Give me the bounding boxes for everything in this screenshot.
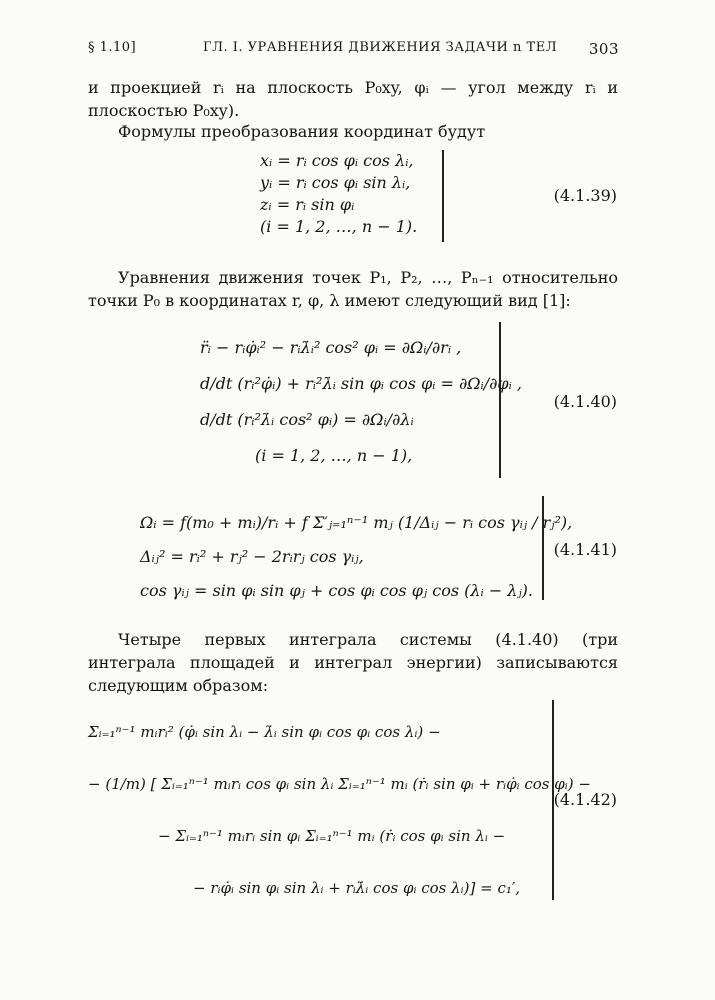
equation-number: (4.1.41)	[553, 540, 617, 559]
brace	[536, 496, 544, 600]
equation-number: (4.1.40)	[553, 392, 617, 411]
equation-4-1-40	[200, 330, 522, 474]
brace	[493, 322, 501, 478]
paragraph-2: Формулы преобразования координат будут	[118, 122, 486, 141]
eq41-line: Δᵢⱼ² = rᵢ² + rⱼ² − 2rᵢrⱼ cos γᵢⱼ,	[140, 547, 364, 566]
paragraph-3: Уравнения движения точек P₁, P₂, …, Pₙ₋₁ относительно точки P₀ в координатах r, φ, λ имеют следующий вид [1]:	[88, 268, 618, 310]
eq39-line: (i = 1, 2, …, n − 1).	[260, 217, 418, 236]
page-number: 303	[588, 40, 619, 58]
brace	[436, 150, 444, 242]
eq40-line: r̈ᵢ − rᵢφ̇ᵢ² − rᵢλ̇ᵢ² cos² φᵢ = ∂Ωᵢ/∂rᵢ ,	[200, 338, 462, 357]
chapter-title: ГЛ. I. УРАВНЕНИЯ ДВИЖЕНИЯ ЗАДАЧИ n ТЕЛ	[203, 40, 558, 55]
eq42-line: − rᵢφ̇ᵢ sin φᵢ sin λᵢ + rᵢλ̇ᵢ cos φᵢ cos λᵢ)] = c₁′,	[193, 879, 521, 897]
equation-4-1-41	[140, 506, 572, 608]
eq40-line: d/dt (rᵢ²φ̇ᵢ) + rᵢ²λ̇ᵢ sin φᵢ cos φᵢ = ∂Ωᵢ/∂φᵢ ,	[200, 374, 523, 393]
paragraph-4: Четыре первых интеграла системы (4.1.40) (три интеграла площадей и интеграл энергии) записываются следующим образом:	[88, 630, 618, 695]
eq42-line: − Σᵢ₌₁ⁿ⁻¹ mᵢrᵢ sin φᵢ Σᵢ₌₁ⁿ⁻¹ mᵢ (ṙᵢ cos φᵢ sin λᵢ −	[158, 827, 506, 845]
equation-4-1-39	[260, 150, 417, 238]
eq40-line: (i = 1, 2, …, n − 1),	[255, 446, 413, 465]
eq39-line: yᵢ = rᵢ cos φᵢ sin λᵢ,	[260, 173, 411, 192]
eq39-line: xᵢ = rᵢ cos φᵢ cos λᵢ,	[260, 151, 414, 170]
eq39-line: zᵢ = rᵢ sin φᵢ	[260, 195, 355, 214]
eq41-line: Ωᵢ = f(m₀ + mᵢ)/rᵢ + f Σ′ⱼ₌₁ⁿ⁻¹ mⱼ (1/Δᵢⱼ − rᵢ cos γᵢⱼ / rⱼ²),	[140, 513, 573, 532]
eq42-line: Σᵢ₌₁ⁿ⁻¹ mᵢrᵢ² (φ̇ᵢ sin λᵢ − λ̇ᵢ sin φᵢ cos φᵢ cos λᵢ) −	[88, 723, 441, 741]
page-header	[88, 40, 619, 62]
equation-4-1-42	[88, 706, 591, 914]
equation-number: (4.1.39)	[553, 186, 617, 205]
paragraph-1: и проекцией rᵢ на плоскость P₀xy, φᵢ — угол между rᵢ и плоскостью P₀xy).	[88, 78, 618, 120]
section-ref: § 1.10]	[88, 40, 137, 55]
eq41-line: cos γᵢⱼ = sin φᵢ sin φⱼ + cos φᵢ cos φⱼ cos (λᵢ − λⱼ).	[140, 581, 533, 600]
eq40-line: d/dt (rᵢ²λ̇ᵢ cos² φᵢ) = ∂Ωᵢ/∂λᵢ	[200, 410, 414, 429]
eq42-line: − (1/m) [ Σᵢ₌₁ⁿ⁻¹ mᵢrᵢ cos φᵢ sin λᵢ Σᵢ₌₁ⁿ⁻¹ mᵢ (ṙᵢ sin φᵢ + rᵢφ̇ᵢ cos φᵢ) −	[88, 775, 591, 793]
equation-number: (4.1.42)	[553, 790, 617, 809]
